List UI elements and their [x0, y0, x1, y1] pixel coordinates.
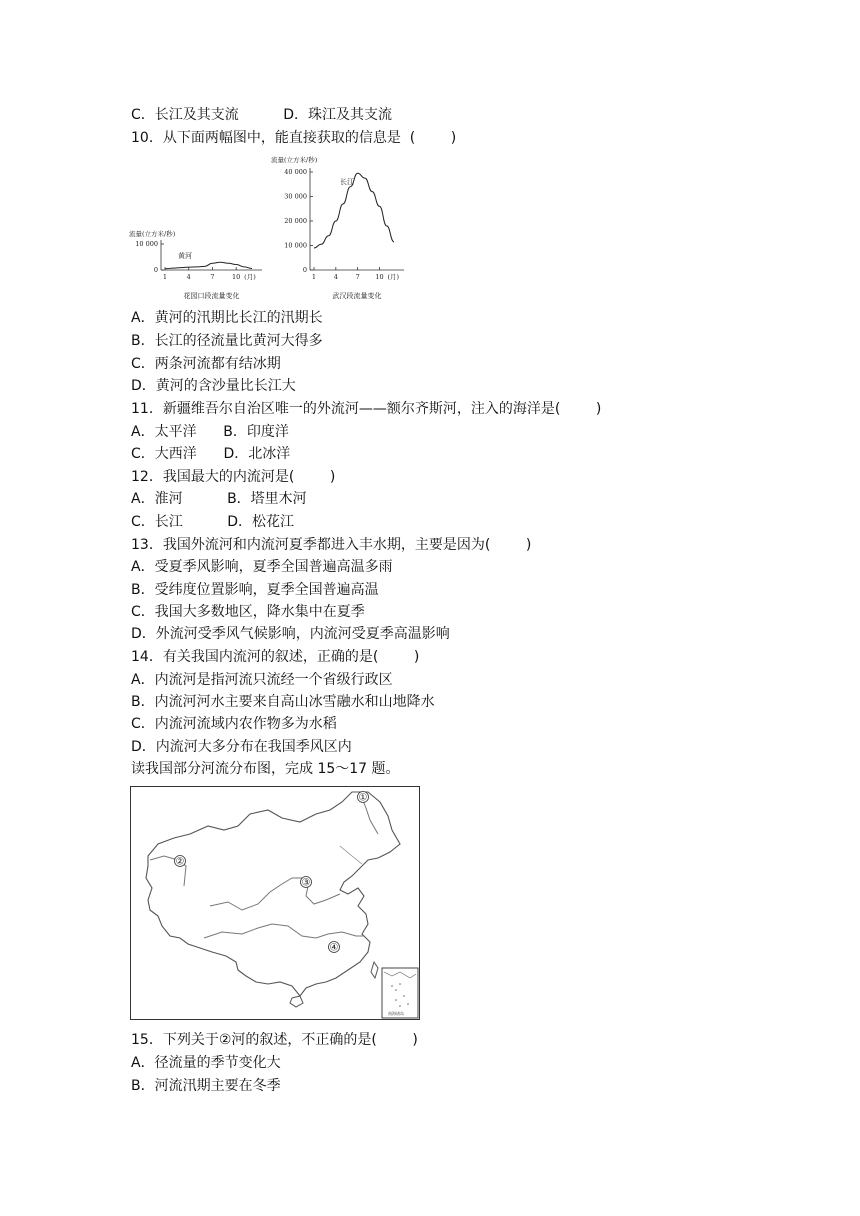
inset-caption: 南海诸岛	[388, 1011, 404, 1016]
y-tick-label: 30 000	[284, 192, 307, 201]
x-tick-label: 1	[162, 273, 168, 281]
y-tick-label: 40 000	[284, 168, 307, 176]
series-label: 长江	[340, 178, 354, 186]
map-label: ③	[301, 877, 311, 889]
text-line: D．外流河受季风气候影响，内流河受夏季高温影响	[131, 626, 450, 642]
text-line: A．径流量的季节变化大	[131, 1055, 281, 1071]
text-line: C．长江及其支流 D．珠江及其支流	[131, 107, 393, 123]
text-line: A．淮河 B．塔里木河	[131, 491, 307, 507]
text-line: 10．从下面两幅图中，能直接获取的信息是 ( )	[131, 130, 457, 146]
x-tick-label: 7	[210, 273, 215, 281]
text-line: 15．下列关于②河的叙述，不正确的是( )	[131, 1032, 418, 1048]
text-line: B．长江的径流量比黄河大得多	[131, 333, 323, 349]
x-tick-label: 4	[333, 273, 338, 281]
map-label: ④	[329, 942, 339, 954]
text-line: 读我国部分河流分布图，完成 15～17 题。	[131, 761, 400, 777]
text-line: B．河流汛期主要在冬季	[131, 1078, 281, 1094]
text-line: 14．有关我国内流河的叙述，正确的是( )	[131, 649, 420, 665]
china-river-map	[130, 786, 420, 1020]
text-line: B．受纬度位置影响，夏季全国普遍高温	[131, 582, 379, 598]
text-line: C．大西洋 D．北冰洋	[131, 446, 291, 462]
x-tick-label: 10	[232, 273, 241, 281]
text-line: A．内流河是指河流只流经一个省级行政区	[131, 672, 393, 688]
text-line: 11．新疆维吾尔自治区唯一的外流河——额尔齐斯河，注入的海洋是( )	[131, 401, 602, 417]
text-line: A．受夏季风影响，夏季全国普遍高温多雨	[131, 559, 393, 575]
x-tick-label: 1	[311, 273, 317, 281]
text-line: A．太平洋 B．印度洋	[131, 424, 289, 440]
x-tick-label: 7	[355, 273, 360, 281]
map-frame	[131, 787, 420, 1020]
y-tick-label: 10 000	[284, 241, 307, 250]
y-tick-label: 20 000	[284, 217, 307, 225]
chart-ylabel: 流量(立方米/秒)	[271, 156, 318, 164]
text-line: 13．我国外流河和内流河夏季都进入丰水期，主要是因为( )	[131, 537, 532, 553]
map-label: ①	[358, 792, 368, 804]
huanghe-flow-chart	[128, 226, 270, 304]
series-line	[165, 262, 252, 269]
x-tick-label: 10	[375, 273, 384, 281]
changjiang-flow-chart	[270, 152, 415, 304]
x-tick-label: 4	[186, 273, 191, 281]
text-line: D．黄河的含沙量比长江大	[131, 378, 296, 394]
map-label: ②	[175, 856, 185, 868]
text-line: 12．我国最大的内流河是( )	[131, 469, 336, 485]
chart-ylabel: 流量(立方米/秒)	[129, 230, 176, 238]
text-line: C．我国大多数地区，降水集中在夏季	[131, 604, 365, 620]
x-unit: (月)	[244, 273, 256, 281]
text-line: C．长江 D．松花江	[131, 514, 295, 530]
series-label: 黄河	[178, 252, 192, 260]
text-line: A．黄河的汛期比长江的汛期长	[131, 310, 323, 326]
text-line: D．内流河大多分布在我国季风区内	[131, 739, 352, 755]
text-line: C．两条河流都有结冰期	[131, 356, 281, 372]
x-unit: (月)	[387, 273, 400, 281]
chart-caption: 武汉段流量变化	[332, 292, 382, 300]
y-tick-label: 0	[302, 266, 307, 274]
series-line	[314, 173, 394, 248]
text-line: B．内流河河水主要来自高山冰雪融水和山地降水	[131, 694, 435, 710]
y-tick-label: 0	[153, 266, 158, 274]
text-line: C．内流河流域内农作物多为水稻	[131, 716, 337, 732]
chart-caption: 花园口段流量变化	[183, 292, 240, 300]
y-tick-label: 10 000	[135, 240, 158, 248]
